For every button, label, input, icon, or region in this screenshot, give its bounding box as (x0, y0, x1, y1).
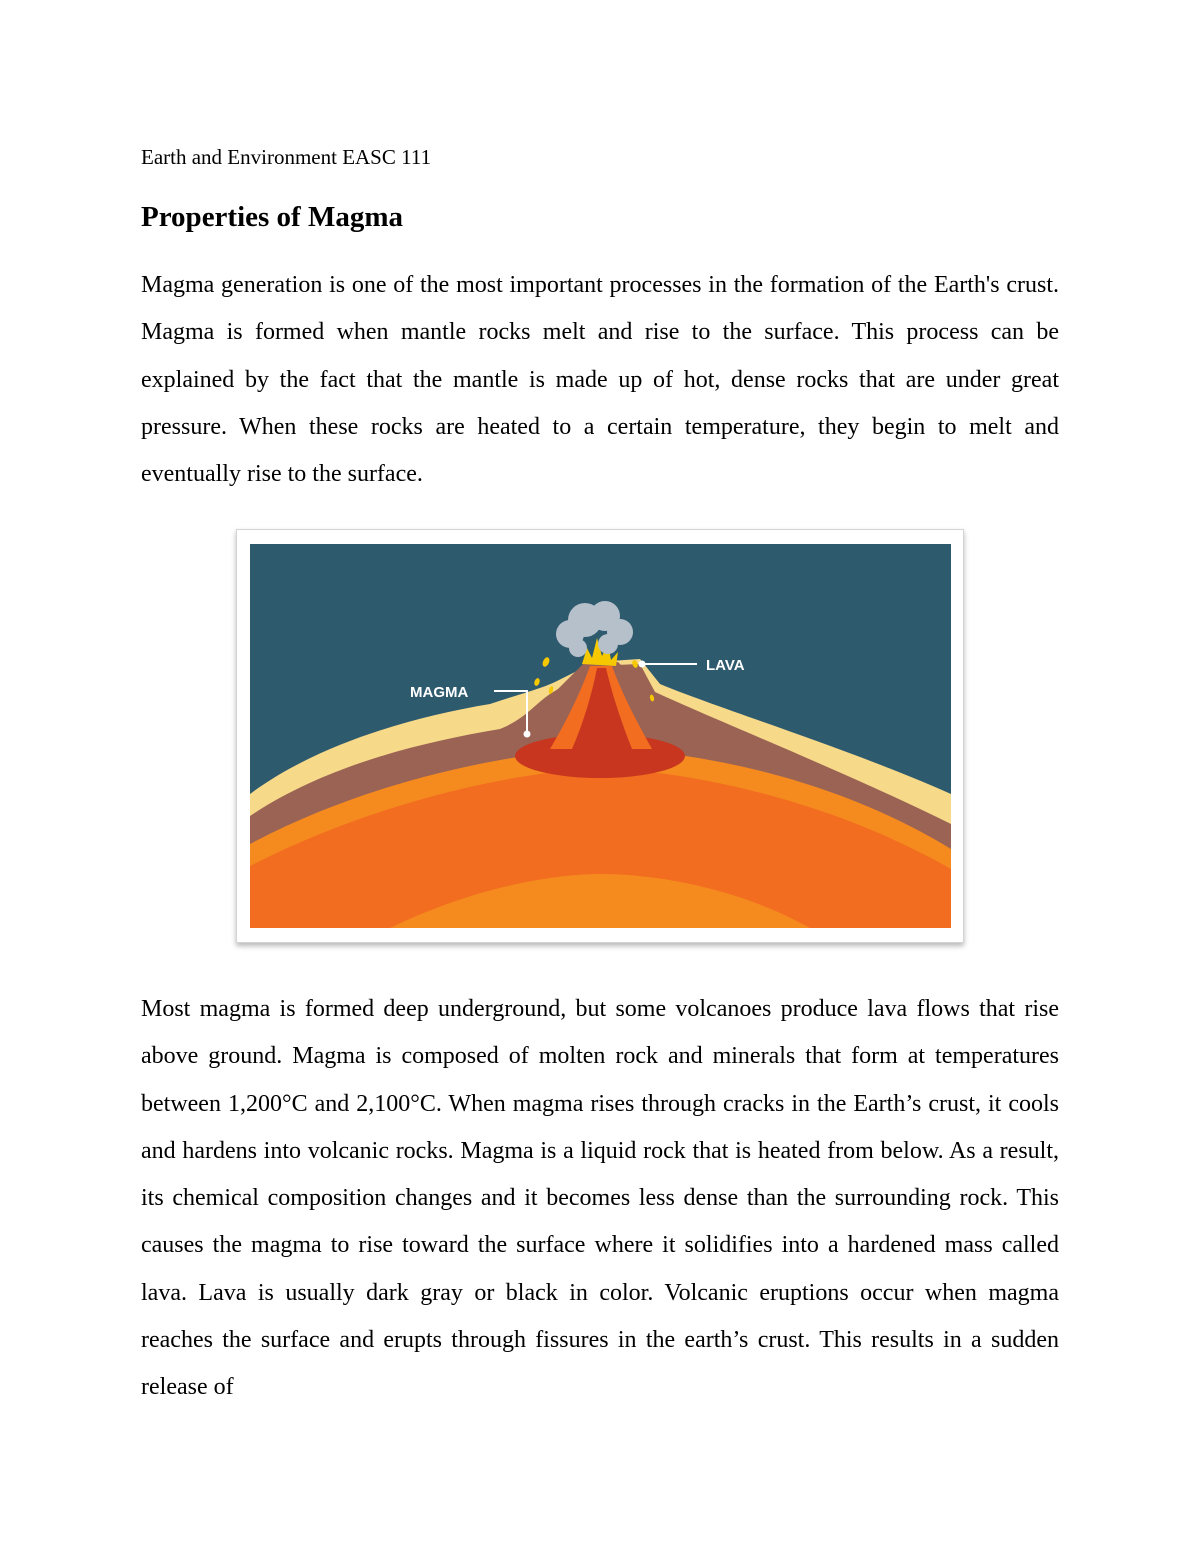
page-title: Properties of Magma (141, 201, 403, 233)
magma-leader-dot (524, 731, 531, 738)
course-header: Earth and Environment EASC 111 (141, 145, 432, 169)
lava-label: LAVA (706, 657, 745, 674)
magma-label: MAGMA (410, 684, 469, 701)
paragraph-magma-generation: Magma generation is one of the most important processes in the formation of the Earth's crust. Magma is formed when mantle rocks melt and rise to the surface. This process can be explained by the fact that the mantle is made up of hot, dense rocks that are under great pressure. When these rocks are heated to a certain temperature, they begin to melt and eventually rise to the surface. (141, 272, 1059, 488)
volcano-diagram (250, 544, 951, 928)
volcano-figure-frame (236, 529, 964, 943)
paragraph-magma-composition: Most magma is formed deep underground, but some volcanoes produce lava flows that rise above ground. Magma is composed of molten rock and minerals that form at temperatures between 1,200°C and 2,100°C. When magma rises through cracks in the Earth’s crust, it cools and hardens into volcanic rocks. Magma is a liquid rock that is heated from below. As a result, its chemical composition changes and it becomes less dense than the surrounding rock. This causes the magma to rise toward the surface where it solidifies into a hardened mass called lava. Lava is usually dark gray or black in color. Volcanic eruptions occur when magma reaches the surface and erupts through fissures in the earth’s crust. This results in a sudden release of (141, 996, 1059, 1401)
